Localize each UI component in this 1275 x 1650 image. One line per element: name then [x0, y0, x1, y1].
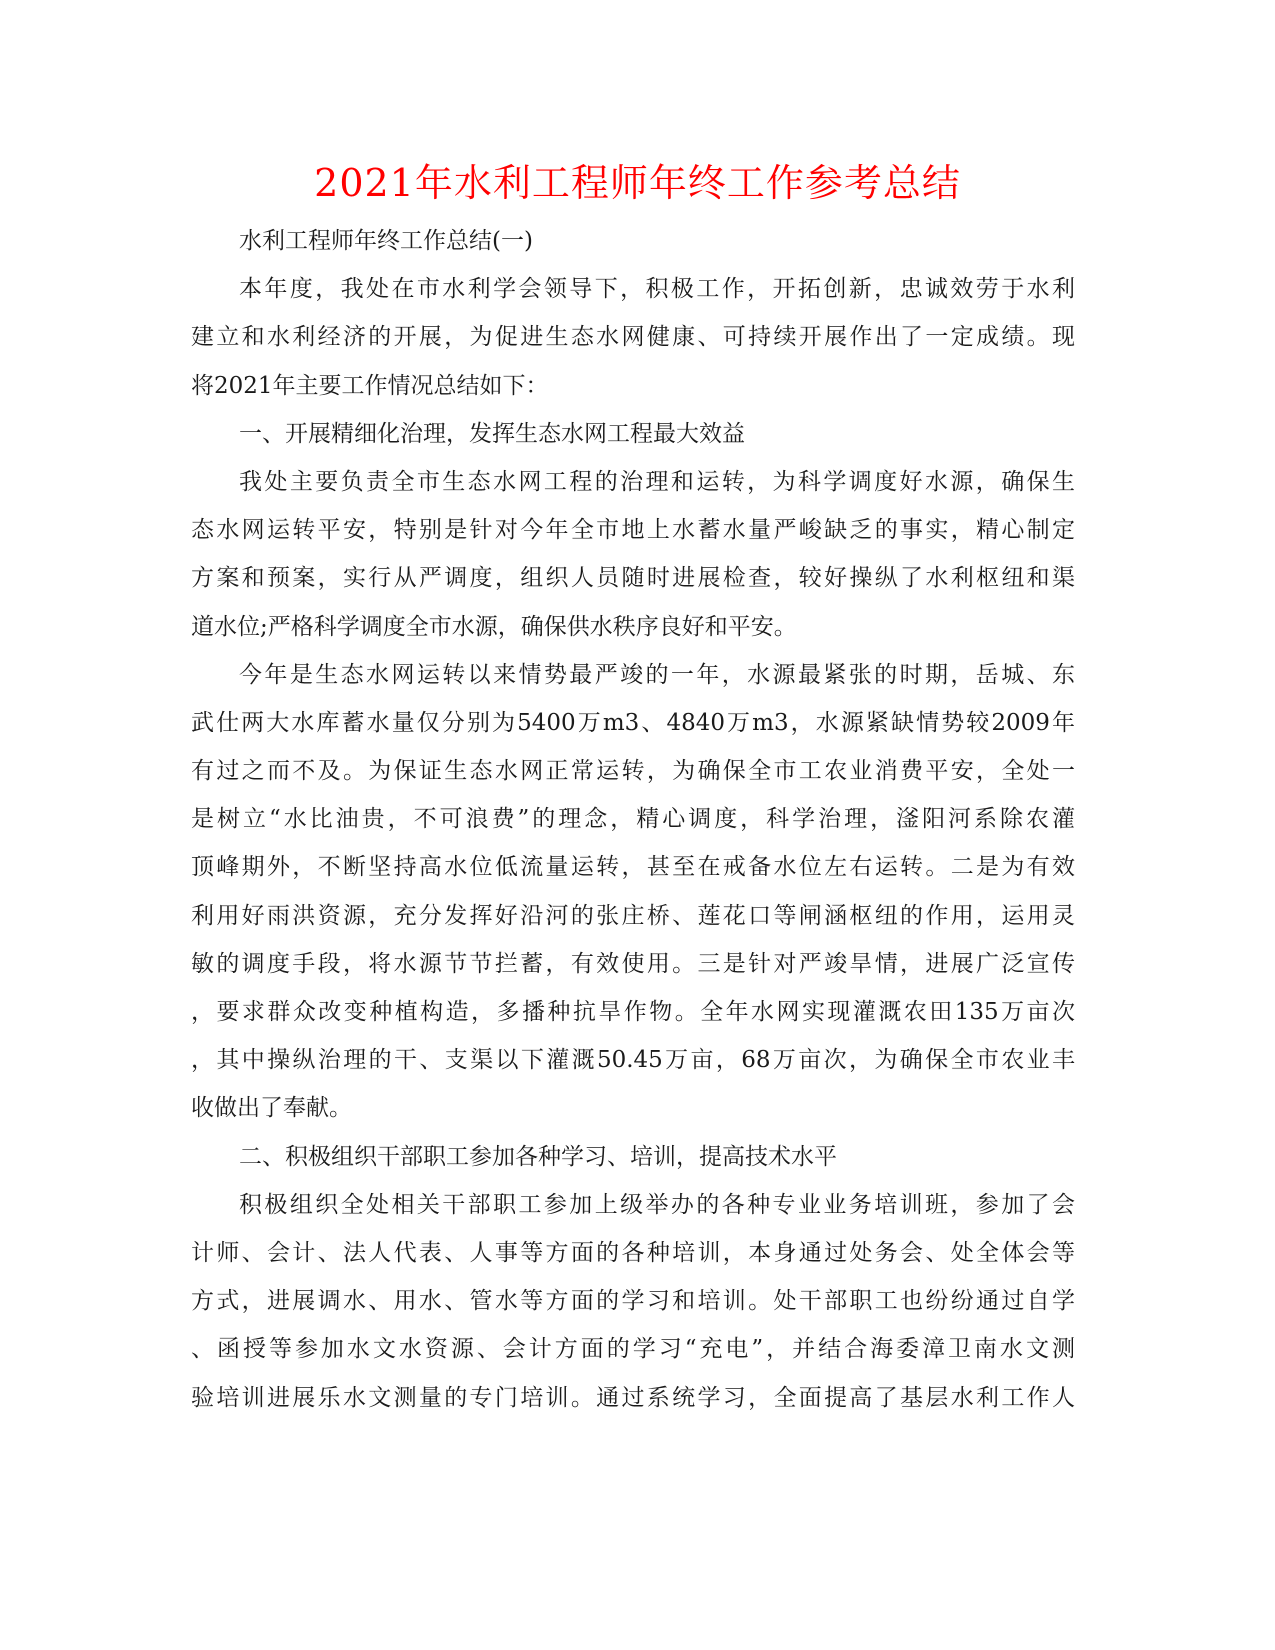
body-line: 水利工程师年终工作总结(一)	[239, 228, 533, 254]
body-line: 顶峰期外，不断坚持高水位低流量运转，甚至在戒备水位左右运转。二是为有效	[191, 854, 1075, 881]
body-line: 、函授等参加水文水资源、会计方面的学习“充电”，并结合海委漳卫南水文测	[191, 1336, 1075, 1363]
body-line: 道水位;严格科学调度全市水源，确保供水秩序良好和平安。	[191, 613, 797, 640]
body-line: 利用好雨洪资源，充分发挥好沿河的张庄桥、莲花口等闸涵枢纽的作用，运用灵	[191, 902, 1075, 929]
body-line: ，要求群众改变种植构造，多播种抗旱作物。全年水网实现灌溉农田135万亩次	[191, 999, 1075, 1025]
body-line: 验培训进展乐水文测量的专门培训。通过系统学习，全面提高了基层水利工作人	[191, 1384, 1075, 1411]
document-title: 2021年水利工程师年终工作参考总结	[314, 161, 961, 205]
body-line: 是树立“水比油贵，不可浪费”的理念，精心调度，科学治理，滏阳河系除农灌	[191, 806, 1075, 833]
body-line: 敏的调度手段，将水源节节拦蓄，有效使用。三是针对严竣旱情，进展广泛宣传	[191, 950, 1075, 977]
body-line: 将2021年主要工作情况总结如下：	[191, 372, 549, 399]
body-line: 本年度，我处在市水利学会领导下，积极工作，开拓创新，忠诚效劳于水利	[239, 276, 1075, 303]
body-line: 方式，进展调水、用水、管水等方面的学习和培训。处干部职工也纷纷通过自学	[191, 1288, 1075, 1315]
body-line: 一、开展精细化治理，发挥生态水网工程最大效益	[239, 420, 745, 447]
body-line: 方案和预案，实行从严调度，组织人员随时进展检查，较好操纵了水利枢纽和渠	[191, 565, 1075, 592]
body-line: 态水网运转平安，特别是针对今年全市地上水蓄水量严峻缺乏的事实，精心制定	[191, 517, 1075, 544]
document-body	[191, 217, 1075, 1422]
body-line: 建立和水利经济的开展，为促进生态水网健康、可持续开展作出了一定成绩。现	[191, 324, 1075, 351]
body-line: 计师、会计、法人代表、人事等方面的各种培训，本身通过处务会、处全体会等	[191, 1239, 1075, 1266]
body-line: 二、积极组织干部职工参加各种学习、培训，提高技术水平	[239, 1143, 837, 1170]
body-line: 收做出了奉献。	[191, 1095, 352, 1122]
body-line: 积极组织全处相关干部职工参加上级举办的各种专业业务培训班，参加了会	[239, 1191, 1075, 1218]
body-line: 今年是生态水网运转以来情势最严竣的一年，水源最紧张的时期，岳城、东	[239, 661, 1075, 688]
body-line: 武仕两大水库蓄水量仅分别为5400万m3、4840万m3，水源紧缺情势较2009年	[191, 709, 1075, 736]
body-line: ，其中操纵治理的干、支渠以下灌溉50.45万亩，68万亩次，为确保全市农业丰	[191, 1047, 1075, 1074]
body-line: 有过之而不及。为保证生态水网正常运转，为确保全市工农业消费平安，全处一	[191, 758, 1075, 785]
body-line: 我处主要负责全市生态水网工程的治理和运转，为科学调度好水源，确保生	[239, 468, 1075, 495]
